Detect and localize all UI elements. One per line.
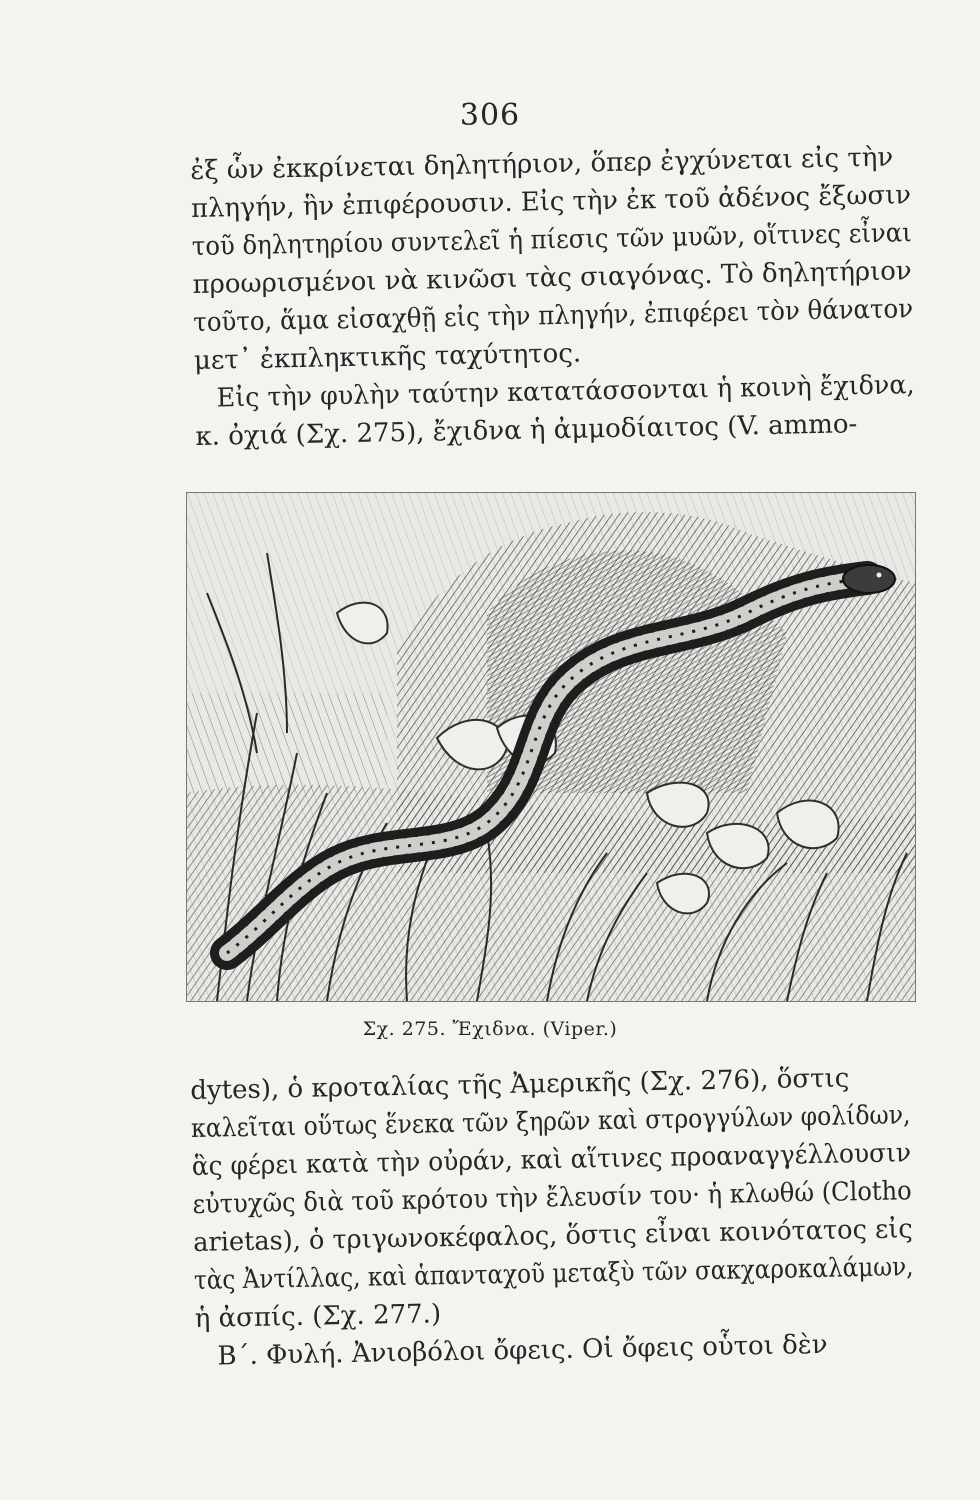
text-line: ἐξ ὧν ἐκκρίνεται δηλητήριον, ὅπερ ἐγχύνεται εἰς τὴν <box>190 142 894 186</box>
text-line: τοῦ δηλητηρίου συντελεῖ ἡ πίεσις τῶν μυῶν, οἵτινες εἶναι <box>191 218 912 262</box>
figure-caption: Σχ. 275. Ἔχιδνα. (Viper.) <box>362 1018 618 1040</box>
top-text-block <box>190 138 916 456</box>
text-line: dytes), ὁ κροταλίας τῆς Ἀμερικῆς (Σχ. 276), ὅστις <box>190 1063 850 1106</box>
text-line: καλεῖται οὕτως ἕνεκα τῶν ξηρῶν καὶ στρογγύλων φολίδων, <box>190 1100 911 1144</box>
text-line: εὐτυχῶς διὰ τοῦ κρότου τὴν ἔλευσίν του· ἡ κλωθώ (Clotho <box>192 1176 912 1220</box>
bottom-text-block <box>190 1058 916 1376</box>
text-line: τοῦτο, ἅμα εἰσαχθῇ εἰς τὴν πληγήν, ἐπιφέρει τὸν θάνατον <box>192 294 914 338</box>
text-line: Εἰς τὴν φυλὴν ταύτην κατατάσσονται ἡ κοινὴ ἔχιδνα, <box>216 370 915 414</box>
text-line: τὰς Ἀντίλλας, καὶ ἁπανταχοῦ μεταξὺ τῶν σακχαροκαλάμων, <box>193 1252 914 1296</box>
text-line: ἃς φέρει κατὰ τὴν οὐράν, καὶ αἵτινες προαναγγέλλουσιν <box>191 1138 912 1182</box>
text-line: ἡ ἀσπίς. (Σχ. 277.) <box>194 1299 442 1334</box>
page-number: 306 <box>459 98 521 133</box>
text-line: μετ᾽ ἐκπληκτικῆς ταχύτητος. <box>193 338 582 376</box>
text-line: πληγήν, ἣν ἐπιφέρουσιν. Εἰς τὴν ἐκ τοῦ ἀδένος ἔξωσιν <box>190 180 912 224</box>
section-heading: Β΄. Φυλή. Ἀνιοβόλοι ὄφεις. Οἱ ὄφεις οὗτοι δὲν <box>217 1329 828 1372</box>
text-line: προωρισμένοι νὰ κινῶσι τὰς σιαγόνας. Τὸ δηλητήριον <box>192 256 912 300</box>
text-line: arietas), ὁ τριγωνοκέφαλος, ὅστις εἶναι κοινότατος εἰς <box>192 1214 913 1258</box>
viper-engraving <box>186 492 916 1002</box>
text-line: κ. ὀχιά (Σχ. 275), ἔχιδνα ἡ ἀμμοδίαιτος (V. ammo- <box>195 409 858 452</box>
